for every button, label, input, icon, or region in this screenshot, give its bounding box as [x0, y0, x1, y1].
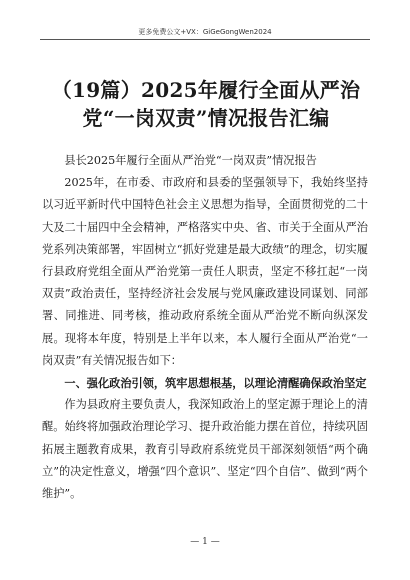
page-number: — 1 — [190, 537, 220, 547]
document-body [42, 150, 368, 505]
section-heading: 一、强化政治引领，筑牢思想根基，以理论清醒确保政治坚定 [64, 376, 367, 391]
document-subtitle: 县长2025年履行全面从严治党“一岗双责”情况报告 [64, 154, 317, 167]
body-paragraph: 2025年，在市委、市政府和县委的坚强领导下，我始终坚持以习近平新时代中国特色社会主义思想为指导，全面贯彻党的二十大及二十届四中全会精神，严格落实中央、省、市关于全面从严治党系列决策部署，牢固树立“抓好党建是最大政绩”的理念，切实履行县政府党组全面从严治党第一责任人职责，坚定不移扛起“一岗双责”政治责任，坚持经济社会发展与党风廉政建设同谋划、同部署、同推进、同考核，推动政府系统全面从严治党不断向纵深发展。现将本年度，特别是上半年以来，本人履行全面从严治党“一岗双责”有关情况报告如下： [42, 176, 368, 367]
header-note: 更多免费公文+VX：GiGeGongWen2024 [138, 28, 272, 36]
header-divider [40, 39, 370, 40]
document-title: （19篇）2025年履行全面从严治党“一岗双责”情况报告汇编 [51, 78, 361, 130]
body-paragraph: 作为县政府主要负责人，我深知政治上的坚定源于理论上的清醒。始终将加强政治理论学习、提升政治能力摆在首位，持续巩固拓展主题教育成果，教育引导政府系统党员干部深刻领悟“两个确立”的决定性意义，增强“四个意识”、坚定“四个自信”、做到“两个维护”。 [42, 398, 368, 501]
